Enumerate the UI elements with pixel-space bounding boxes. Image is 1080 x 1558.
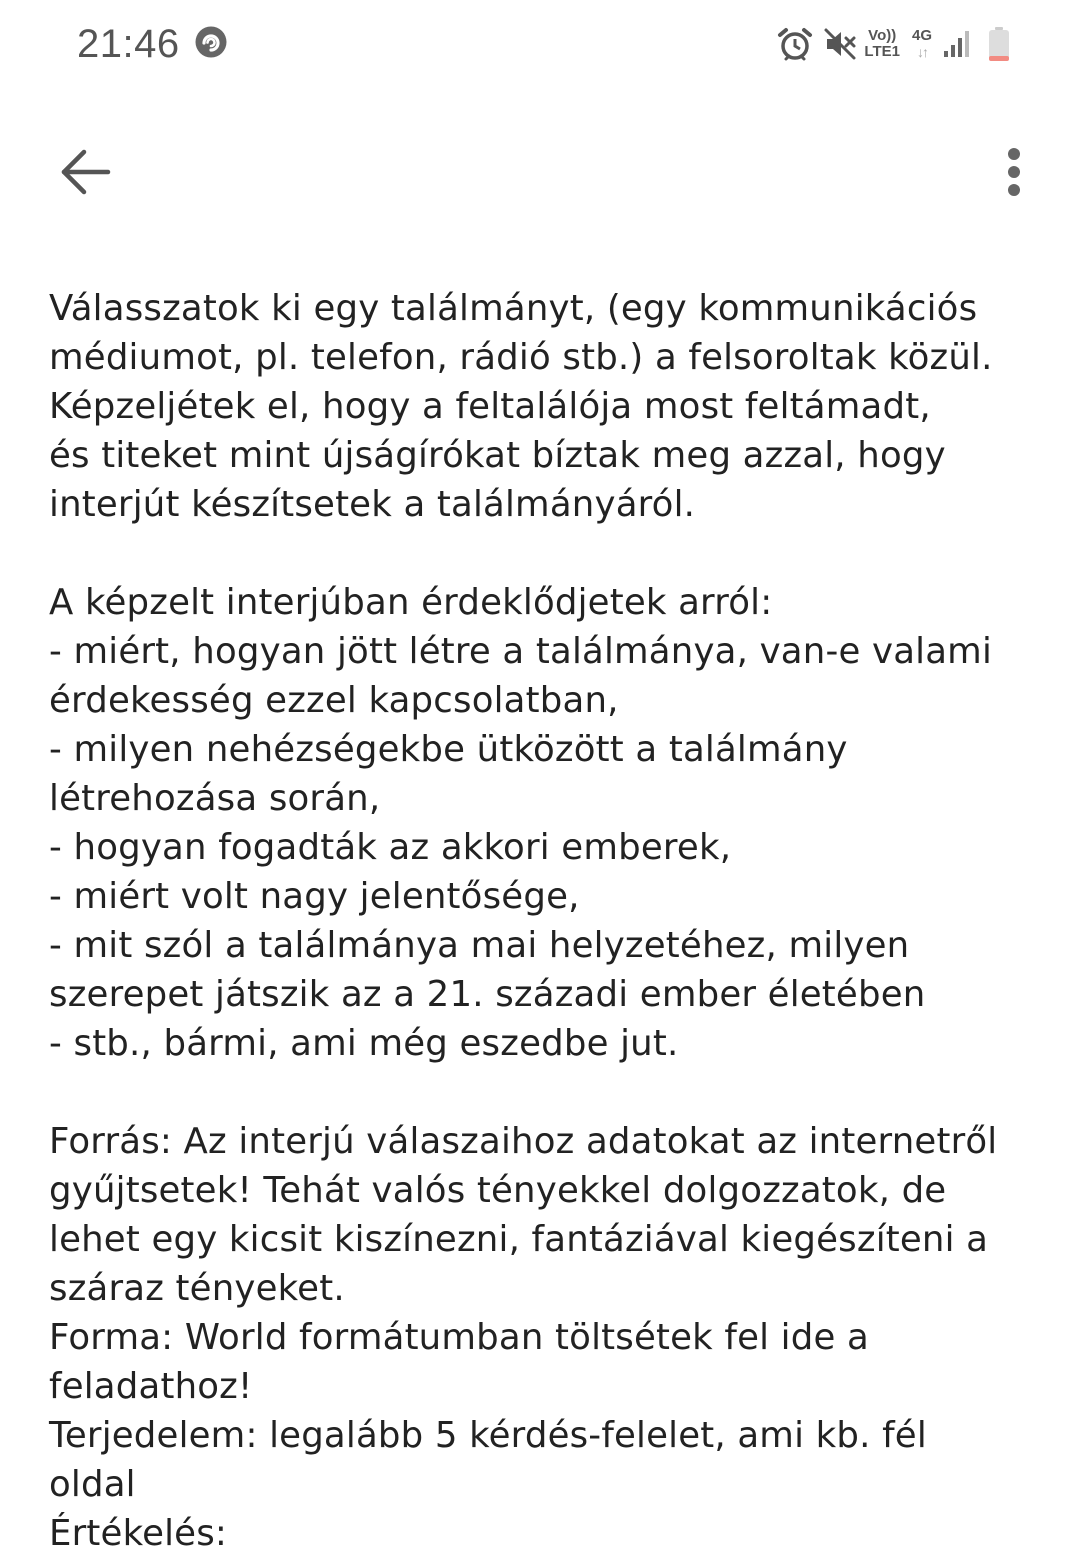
app-notification-icon [194,25,228,59]
arrow-left-icon [56,144,112,200]
message-line: gyűjtsetek! Tehát valós tényekkel dolgozzatok, de [49,1170,947,1211]
alarm-icon [776,25,814,63]
status-time: 21:46 [77,22,180,66]
network-type-label: 4G [911,27,932,44]
message-line: Válasszatok ki egy találmányt, (egy kommunikációs [49,288,978,329]
message-line: - hogyan fogadták az akkori emberek, [49,827,732,868]
paragraph-gap [49,529,1059,578]
data-arrows-icon: ↓↑ [916,44,927,60]
more-options-button[interactable] [984,136,1044,208]
message-line: Forrás: Az interjú válaszaihoz adatokat az internetről [49,1121,998,1162]
signal-icon [942,27,970,61]
toolbar [0,120,1080,224]
message-line: lehet egy kicsit kiszínezni, fantáziával kiegészíteni a [49,1219,989,1260]
lte-label: LTE1 [864,43,900,60]
message-line: interjút készítsetek a találmányáról. [49,484,696,525]
message-line: szerepet játszik az a 21. századi ember életében [49,974,926,1015]
message-line: - milyen nehézségekbe ütközött a találmány [49,729,848,770]
volte-label: Vo)) [868,27,897,44]
message-line: - stb., bármi, ami még eszedbe jut. [49,1023,679,1064]
message-line: Terjedelem: legalább 5 kérdés-felelet, ami kb. fél [49,1415,927,1456]
paragraph-gap [49,1068,1059,1117]
message-line: - mit szól a találmánya mai helyzetéhez, milyen [49,925,910,966]
network-indicator [912,28,932,60]
message-line: érdekesség ezzel kapcsolatban, [49,680,619,721]
battery-low-icon [988,26,1010,62]
message-line: feladathoz! [49,1366,253,1407]
status-bar [0,0,1080,88]
message-line: - miért, hogyan jött létre a találmánya, van-e valami [49,631,993,672]
message-line: A képzelt interjúban érdeklődjetek arról: [49,582,773,623]
message-line: Forma: World formátumban töltsétek fel ide a [49,1317,869,1358]
back-button[interactable] [48,136,120,208]
more-vert-icon [1004,144,1024,200]
message-line: száraz tényeket. [49,1268,345,1309]
message-line: Értékelés: [49,1513,228,1554]
volte-indicator [864,28,900,60]
message-line: médiumot, pl. telefon, rádió stb.) a felsoroltak közül. [49,337,993,378]
mute-icon [822,26,858,62]
message-line: és titeket mint újságírókat bíztak meg azzal, hogy [49,435,946,476]
message-line: létrehozása során, [49,778,381,819]
message-line: - miért volt nagy jelentősége, [49,876,580,917]
message-line: oldal [49,1464,136,1505]
status-icons [776,22,1010,66]
message-line: Képzeljétek el, hogy a feltalálója most feltámadt, [49,386,931,427]
message-body [49,284,1059,1558]
